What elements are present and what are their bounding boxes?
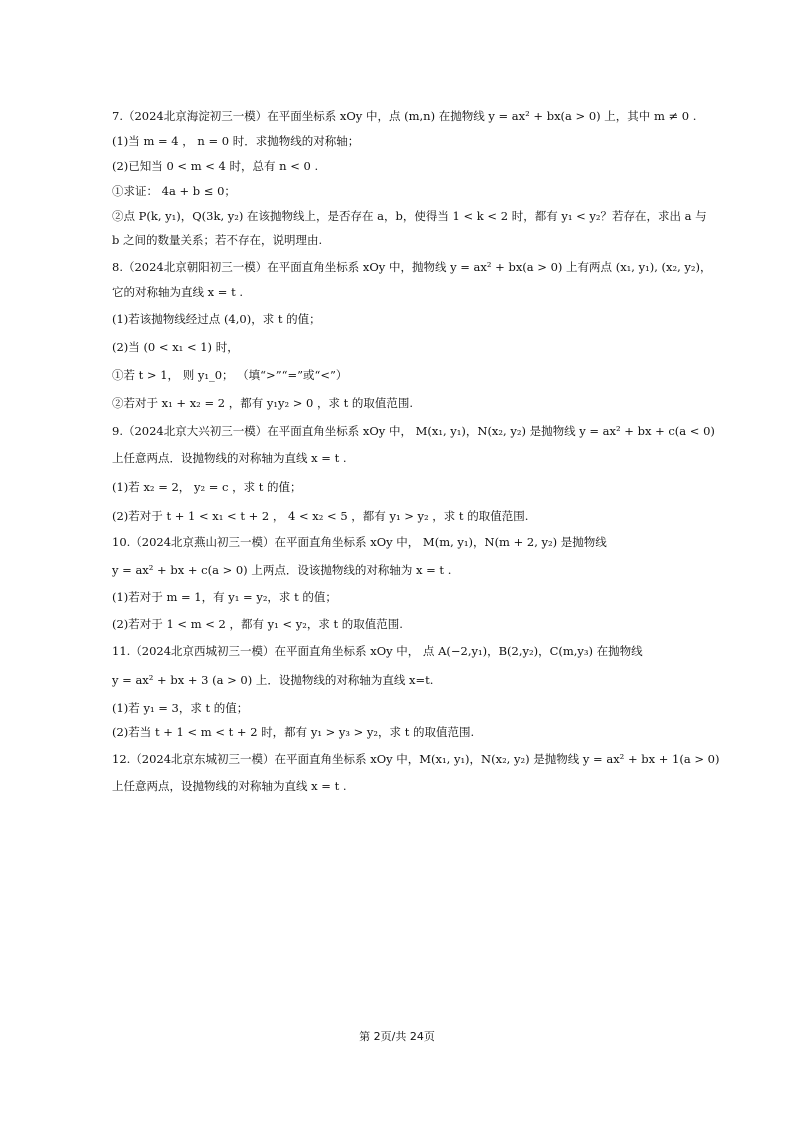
problem-text-line: 8.（2024北京朝阳初三一模）在平面直角坐标系 xOy 中，抛物线 y = ax² + bx(a > 0) 上有两点 (x₁, y₁), (x₂, y₂)， — [112, 260, 712, 274]
problem-text-line: (1)若 y₁ = 3，求 t 的值； — [112, 701, 249, 715]
problem-text-line: 它的对称轴为直线 x = t . — [112, 285, 244, 299]
problem-text-line: (1)若对于 m = 1，有 y₁ = y₂，求 t 的值； — [112, 590, 337, 604]
problem-text-line: 10.（2024北京燕山初三一模）在平面直角坐标系 xOy 中， M(m, y₁)，N(m + 2, y₂) 是抛物线 — [112, 535, 607, 549]
problem-text-line: 上任意两点．设抛物线的对称轴为直线 x = t . — [112, 451, 347, 465]
problem-text-line: (2)若对于 t + 1 < x₁ < t + 2 ， 4 < x₂ < 5 ，都有 y₁ > y₂ ，求 t 的取值范围. — [112, 509, 529, 523]
problem-text-line: (1)若该抛物线经过点 (4,0)，求 t 的值； — [112, 312, 321, 326]
page-number-footer: 第 2页/共 24页 — [359, 1030, 435, 1043]
problem-text-line: y = ax² + bx + c(a > 0) 上两点．设该抛物线的对称轴为 x = t . — [112, 563, 452, 577]
problem-text-line: (2)若当 t + 1 < m < t + 2 时，都有 y₁ > y₃ > y₂，求 t 的取值范围. — [112, 725, 475, 739]
problem-text-line: 12.（2024北京东城初三一模）在平面直角坐标系 xOy 中，M(x₁, y₁)，N(x₂, y₂) 是抛物线 y = ax² + bx + 1(a > 0) — [112, 752, 720, 766]
problem-text-line: (1)若 x₂ = 2， y₂ = c ，求 t 的值； — [112, 480, 302, 494]
problem-text-line: 9.（2024北京大兴初三一模）在平面直角坐标系 xOy 中， M(x₁, y₁)，N(x₂, y₂) 是抛物线 y = ax² + bx + c(a < 0) — [112, 424, 715, 438]
problem-text-line: b 之间的数量关系；若不存在，说明理由. — [112, 233, 323, 247]
problem-text-line: y = ax² + bx + 3 (a > 0) 上．设抛物线的对称轴为直线 x=t. — [112, 673, 434, 687]
problem-text-line: ①若 t > 1， 则 y₁_0； （填“>”“=”或“<”） — [112, 368, 348, 382]
problem-text-line: 11.（2024北京西城初三一模）在平面直角坐标系 xOy 中， 点 A(−2,y₁)，B(2,y₂)，C(m,y₃) 在抛物线 — [112, 644, 643, 658]
problem-text-line: ②点 P(k, y₁)，Q(3k, y₂) 在该抛物线上，是否存在 a，b，使得当 1 < k < 2 时，都有 y₁ < y₂？若存在，求出 a 与 — [112, 209, 707, 223]
problem-text-line: 上任意两点，设抛物线的对称轴为直线 x = t . — [112, 779, 347, 793]
problem-text-line: ①求证： 4a + b ≤ 0； — [112, 184, 236, 198]
problem-text-line: (1)当 m = 4 ， n = 0 时．求抛物线的对称轴； — [112, 134, 360, 148]
problem-text-line: (2)已知当 0 < m < 4 时，总有 n < 0 . — [112, 159, 319, 173]
problem-text-line: ②若对于 x₁ + x₂ = 2 ，都有 y₁y₂ > 0 ，求 t 的取值范围. — [112, 396, 414, 410]
problem-text-line: (2)若对于 1 < m < 2 ，都有 y₁ < y₂，求 t 的取值范围. — [112, 617, 403, 631]
problem-text-line: (2)当 (0 < x₁ < 1) 时， — [112, 340, 239, 354]
problem-text-line: 7.（2024北京海淀初三一模）在平面坐标系 xOy 中，点 (m,n) 在抛物线 y = ax² + bx(a > 0) 上，其中 m ≠ 0 . — [112, 109, 697, 123]
